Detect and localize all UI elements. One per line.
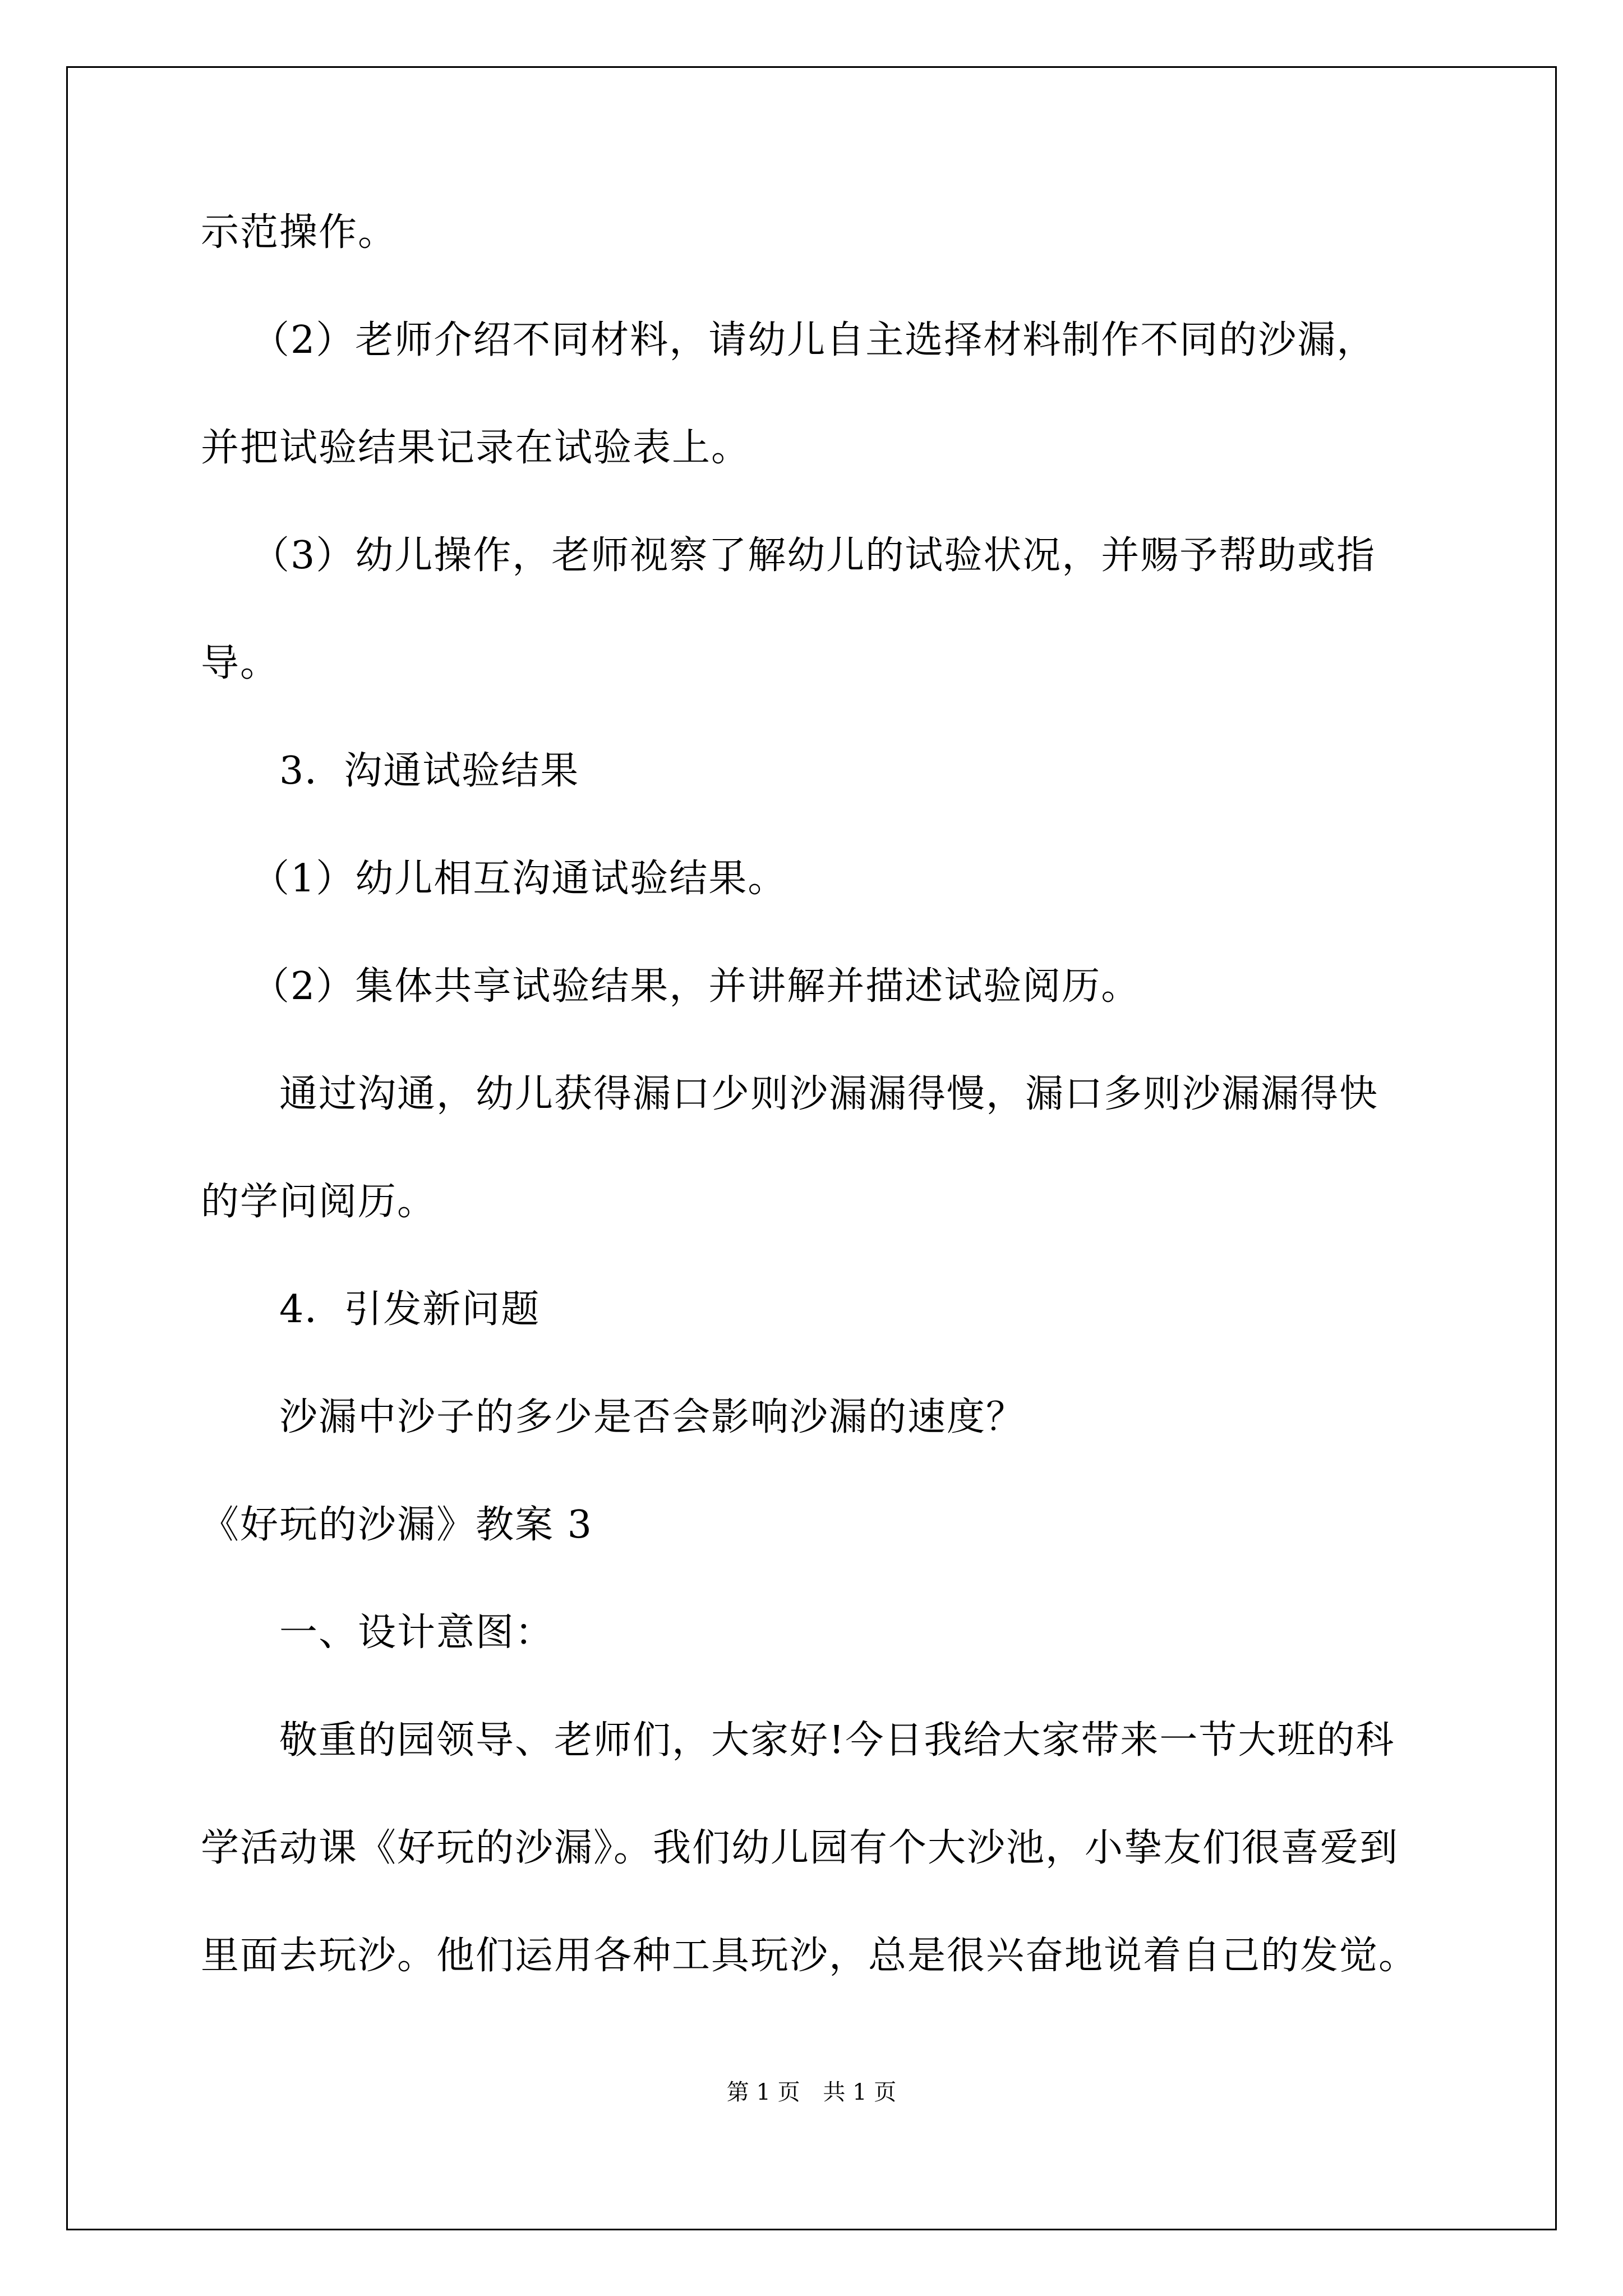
paragraph-line: （2）老师介绍不同材料，请幼儿自主选择材料制作不同的沙漏， bbox=[251, 318, 1376, 362]
section-heading: 一、设计意图： bbox=[279, 1611, 555, 1655]
page-total: 共 1 页 bbox=[823, 2079, 897, 2105]
paragraph-line: 导。 bbox=[201, 641, 280, 685]
paragraph-line: 示范操作。 bbox=[201, 210, 398, 255]
paragraph-line: 学活动课《好玩的沙漏》。我们幼儿园有个大沙池，小挚友们很喜爱到 bbox=[201, 1826, 1399, 1870]
page-number: 第 1 页 bbox=[726, 2079, 800, 2105]
paragraph-line: 沙漏中沙子的多少是否会影响沙漏的速度？ bbox=[279, 1395, 1026, 1439]
document-title: 《好玩的沙漏》教案 3 bbox=[201, 1503, 593, 1547]
paragraph-line: 并把试验结果记录在试验表上。 bbox=[201, 426, 751, 470]
page-footer bbox=[0, 2076, 1623, 2109]
paragraph-line: 通过沟通，幼儿获得漏口少则沙漏漏得慢，漏口多则沙漏漏得快 bbox=[279, 1072, 1379, 1116]
section-heading: 3．沟通试验结果 bbox=[279, 749, 580, 793]
paragraph-line: （2）集体共享试验结果，并讲解并描述试验阅历。 bbox=[251, 964, 1141, 1009]
paragraph-line: （1）幼儿相互沟通试验结果。 bbox=[251, 857, 787, 901]
page-border bbox=[66, 66, 1557, 2230]
paragraph-line: 的学问阅历。 bbox=[201, 1180, 437, 1224]
paragraph-line: 敬重的园领导、老师们，大家好!今日我给大家带来一节大班的科 bbox=[279, 1718, 1395, 1763]
section-heading: 4．引发新问题 bbox=[279, 1287, 541, 1332]
paragraph-line: （3）幼儿操作，老师视察了解幼儿的试验状况，并赐予帮助或指 bbox=[251, 533, 1376, 578]
paragraph-line: 里面去玩沙。他们运用各种工具玩沙，总是很兴奋地说着自己的发觉。 bbox=[201, 1934, 1418, 1978]
